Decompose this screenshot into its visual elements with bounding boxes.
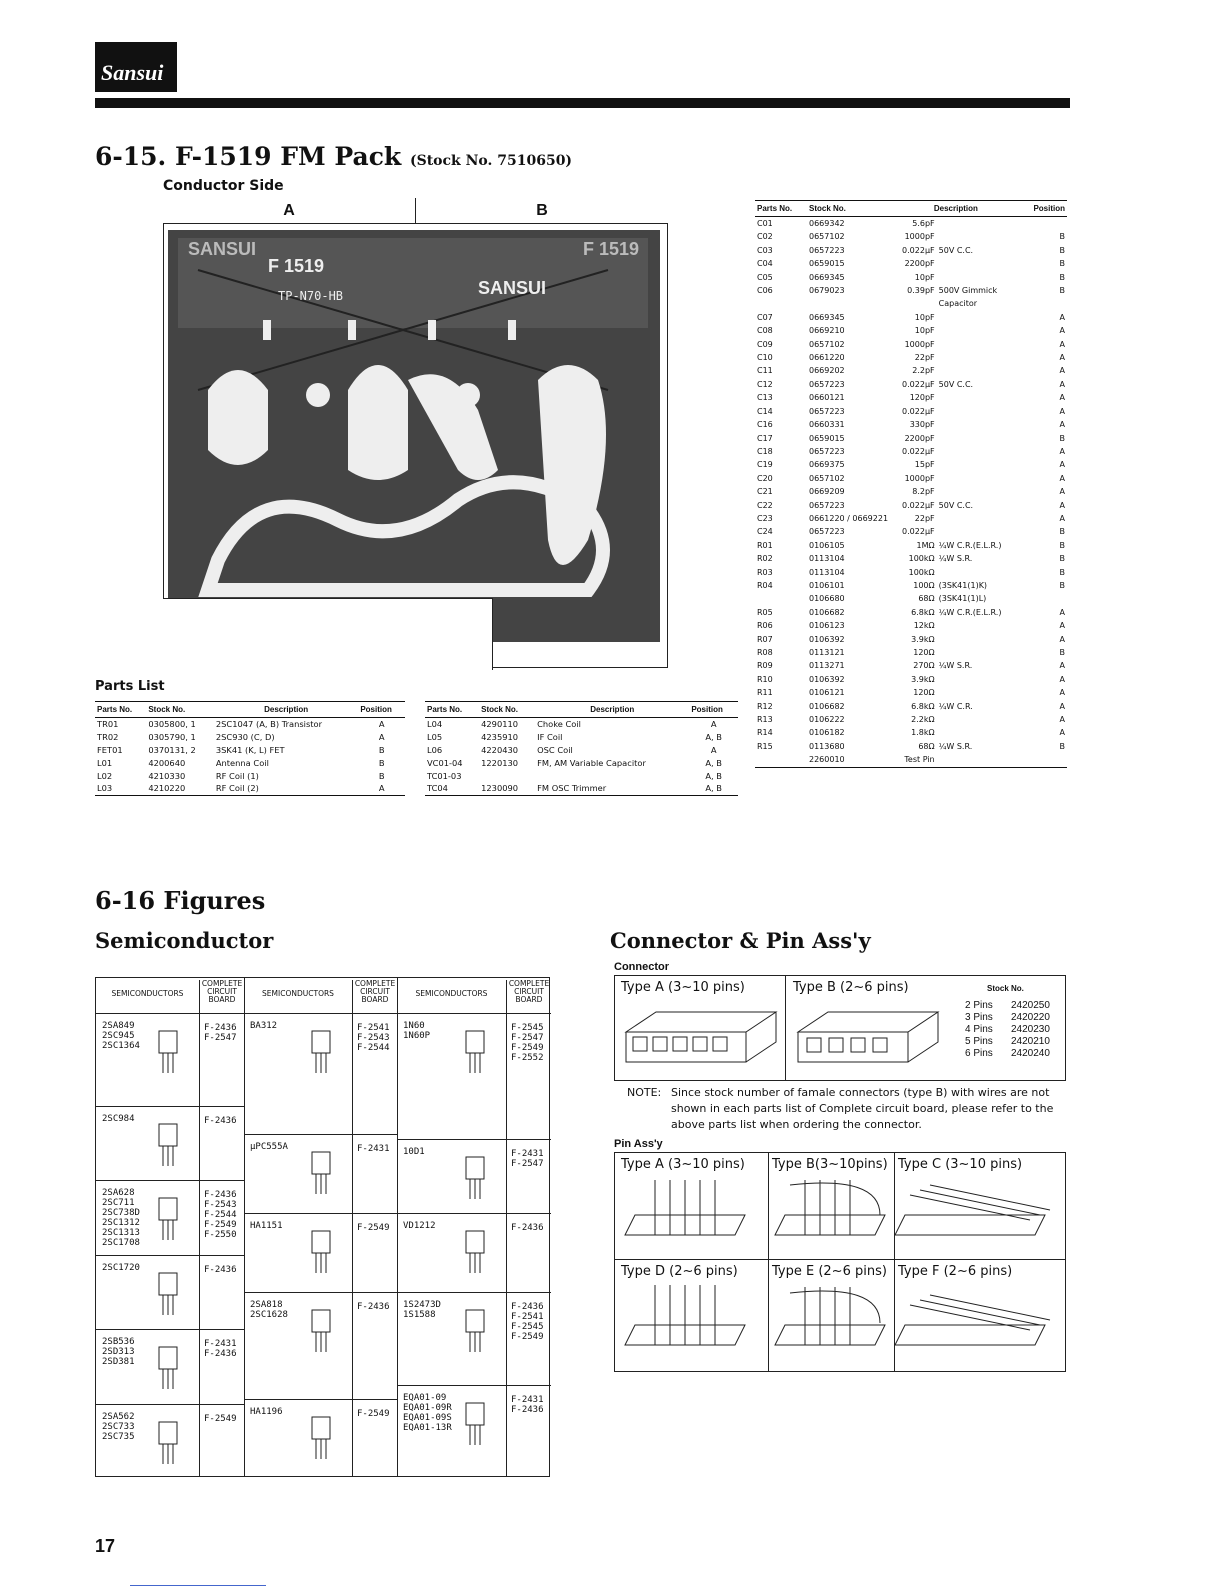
circuit-board-list: F-2436 F-2547: [204, 1023, 237, 1043]
parts-row: R04 0106101 100Ω (3SK41(1)K) B: [757, 580, 1065, 590]
component-icon: [149, 1269, 189, 1319]
circuit-board-list: F-2436 F-2543 F-2544 F-2549 F-2550: [204, 1190, 237, 1240]
pcb-label-f1519: F 1519: [268, 256, 325, 276]
component-icon: [456, 1227, 496, 1277]
header-rule: [95, 98, 1070, 108]
parts-row: C19 0669375 15pF A: [757, 460, 1065, 470]
semiconductor-name: 2SC984: [102, 1114, 135, 1124]
pin-type-e: Type E (2~6 pins): [772, 1264, 887, 1279]
component-icon: [302, 1148, 342, 1198]
parts-row: TR01 0305800, 1 2SC1047 (A, B) Transistor A: [97, 719, 385, 730]
semiconductor-name: HA1196: [250, 1407, 283, 1417]
component-icon: [456, 1027, 496, 1077]
parts-row: Capacitor: [938, 299, 978, 309]
parts-row: C22 0657223 0.022μF 50V C.C. A: [757, 500, 1065, 510]
semi-header-board: COMPLETE CIRCUIT BOARD: [352, 980, 397, 1013]
parts-row: C09 0657102 1000pF A: [757, 339, 1065, 349]
component-icon: [456, 1399, 496, 1449]
component-icon: [302, 1413, 342, 1463]
pin-type-b: Type B(3~10pins): [772, 1157, 888, 1172]
parts-row: R02 0113104 100kΩ ¼W S.R. B: [757, 554, 1065, 564]
pin-type-a: Type A (3~10 pins): [621, 1157, 745, 1172]
parts-table-capacitors-resistors: Parts No. Stock No. Description Position C01 0669342 5.6pF C02 0657102 1000pF B C03 0657223 0.022μF 50V C.C. B C04 0659015 2200pF B C05 0669345 10pF B C06 0679023 0.39pF 500V Gimmick B Capacitor C07 0669345 10pF A C08 0669210 10pF A C09 0657102 1000pF A C10 0661220 22pF A C11 0669202 2.2pF A C12 0657223 0.022μF 50V C.C. A C13 0660121 120pF A C14 0657223 0.022μF A C16 0660331 330pF A C17 0659015 2200pF B C18 0657223 0.022μF A C19 0669375 15pF A C20 0657102 1000pF A C21 0669209 8.2pF A C22 0657223 0.022μF 50V C.C. A C23 0661220 / 0669221 22pF A C24 0657223 0.022μF B R01 0106105 1MΩ ¼W C.R.(E.L.R.) B R02 0113104 100kΩ ¼W S.R. B R03 0113104 100kΩ B R04 0106101 100Ω (3SK41(1)K) B 0106680 68Ω (3SK41(1)L) R05 0106682 6.8kΩ ¼W C.R.(E.L.R.) A R06 0106123 12kΩ A R07 0106392 3.9kΩ A R08 0113121 120Ω B R09 0113271 270Ω ¼W S.R. A R10 0106392 3.9kΩ A R11 0106121 120Ω A R12 0106682 6.8kΩ ¼W C.R. A R13 0106222 2.2kΩ A R14 0106182 1.8kΩ A R15 0113680 68Ω ¼W S.R. B 2260010 Test Pin: [755, 200, 1067, 768]
connector-title: Connector & Pin Ass'y: [610, 928, 871, 953]
component-icon: [302, 1306, 342, 1356]
circuit-board-list: F-2431: [357, 1144, 390, 1154]
semiconductor-name: 2SA818 2SC1628: [250, 1300, 288, 1320]
parts-row: VC01-04 1220130 FM, AM Variable Capacitor A, B: [427, 757, 722, 768]
note-text: Since stock number of famale connectors (type B) with wires are not shown in each parts list of Complete circuit board, please refer to the above parts list when ordering the connector.: [671, 1086, 1054, 1131]
parts-row: L02 4210330 RF Coil (1) B: [97, 770, 385, 781]
pin-assy-figure: [614, 1152, 1066, 1372]
stock-no-header: Stock No.: [987, 984, 1024, 993]
parts-list-title: Parts List: [95, 679, 165, 694]
semiconductor-name: 1S2473D 1S1588: [403, 1300, 441, 1320]
parts-row: C01 0669342 5.6pF: [757, 219, 935, 228]
circuit-board-list: F-2436: [204, 1265, 237, 1275]
pin-drawings: [615, 1175, 1067, 1371]
parts-row: TR02 0305790, 1 2SC930 (C, D) A: [97, 732, 385, 743]
circuit-board-list: F-2436: [357, 1302, 390, 1312]
figures-title: 6-16 Figures: [95, 886, 266, 915]
component-icon: [456, 1153, 496, 1203]
conductor-side-label: Conductor Side: [163, 178, 284, 194]
connector-label: Connector: [614, 961, 669, 973]
parts-row: R05 0106682 6.8kΩ ¼W C.R.(E.L.R.) A: [757, 607, 1065, 617]
parts-row: C06 0679023 0.39pF 500V Gimmick B: [757, 286, 1065, 296]
parts-row: C10 0661220 22pF A: [757, 353, 1065, 363]
semiconductor-name: HA1151: [250, 1221, 283, 1231]
pin-stock-row: 4 Pins 2420230: [965, 1024, 1050, 1035]
semiconductor-name: 2SA562 2SC733 2SC735: [102, 1412, 135, 1442]
parts-row: C05 0669345 10pF B: [757, 272, 1065, 282]
parts-table-mid: Parts No. Stock No. Description Position L04 4290110 Choke Coil A L05 4235910 IF Coil A, B L06 4220430 OSC Coil A VC01-04 1220130 FM, AM Variable Capacitor A, B TC01-03 A, B TC04 1230090 FM OSC Trimmer A, B: [425, 701, 738, 796]
pcb-image: [168, 230, 660, 642]
parts-row: L06 4220430 OSC Coil A: [427, 744, 717, 755]
semiconductor-name: 2SB536 2SD313 2SD381: [102, 1337, 135, 1367]
circuit-board-list: F-2545 F-2547 F-2549 F-2552: [511, 1023, 544, 1063]
parts-row: C21 0669209 8.2pF A: [757, 487, 1065, 497]
semiconductor-name: 2SA849 2SC945 2SC1364: [102, 1021, 140, 1051]
board-col-a: A: [163, 198, 416, 223]
semiconductor-name: 10D1: [403, 1147, 425, 1157]
board-notch: [163, 598, 493, 670]
circuit-board-list: F-2549: [204, 1414, 237, 1424]
pin-stock-row: 2 Pins 2420250: [965, 1000, 1050, 1011]
parts-row: R06 0106123 12kΩ A: [757, 621, 1065, 631]
pin-assy-label: Pin Ass'y: [614, 1138, 663, 1150]
parts-row: C08 0669210 10pF A: [757, 326, 1065, 336]
circuit-board-list: F-2436: [204, 1116, 237, 1126]
pcb-label-sansui: SANSUI: [188, 239, 257, 259]
semi-header-board: COMPLETE CIRCUIT BOARD: [506, 980, 551, 1013]
parts-row: 0106680 68Ω (3SK41(1)L): [809, 594, 987, 604]
pin-stock-row: 3 Pins 2420220: [965, 1012, 1050, 1023]
parts-row: R11 0106121 120Ω A: [757, 688, 1065, 698]
stock-number: (Stock No. 7510650): [409, 153, 573, 169]
pcb-label-tp: TP-N70-HB: [278, 289, 344, 303]
parts-row: R10 0106392 3.9kΩ A: [757, 674, 1065, 684]
parts-row: C12 0657223 0.022μF 50V C.C. A: [757, 379, 1065, 389]
parts-row: L05 4235910 IF Coil A, B: [427, 732, 722, 743]
parts-row: C07 0669345 10pF A: [757, 312, 1065, 322]
semiconductor-name: μPC555A: [250, 1142, 288, 1152]
note-label: NOTE:: [627, 1086, 662, 1099]
parts-row: R12 0106682 6.8kΩ ¼W C.R. A: [757, 701, 1065, 711]
circuit-board-list: F-2549: [357, 1223, 390, 1233]
semiconductor-name: 2SA628 2SC711 2SC738D 2SC1312 2SC1313 2SC1708: [102, 1188, 140, 1248]
parts-row: TC01-03 A, B: [427, 770, 722, 781]
semiconductor-title: Semiconductor: [95, 928, 274, 953]
page-number: 17: [95, 1536, 116, 1556]
parts-row: 2260010 Test Pin: [755, 753, 1067, 767]
semi-header-name: SEMICONDUCTORS: [415, 989, 488, 998]
component-icon: [149, 1343, 189, 1393]
pin-type-d: Type D (2~6 pins): [621, 1264, 738, 1279]
parts-row: C03 0657223 0.022μF 50V C.C. B: [757, 245, 1065, 255]
semi-header-name: SEMICONDUCTORS: [111, 989, 184, 998]
component-icon: [302, 1027, 342, 1077]
parts-row: R03 0113104 100kΩ B: [757, 567, 1065, 577]
connector-type-b: Type B (2~6 pins): [793, 980, 909, 995]
component-icon: [149, 1027, 189, 1077]
semiconductor-name: 2SC1720: [102, 1263, 140, 1273]
circuit-board-list: F-2436 F-2541 F-2545 F-2549: [511, 1302, 544, 1342]
parts-row: L04 4290110 Choke Coil A: [427, 719, 717, 730]
parts-row: R14 0106182 1.8kΩ A: [757, 728, 1065, 738]
parts-table-left: Parts No. Stock No. Description Position TR01 0305800, 1 2SC1047 (A, B) Transistor A TR02 0305790, 1 2SC930 (C, D) A FET01 0370131, 2 3SK41 (K, L) FET B L01 4200640 Antenna Coil B L02 4210330 RF Coil (1) B L03 4210220 RF Coil (2) A: [95, 701, 405, 796]
parts-row: C23 0661220 / 0669221 22pF A: [757, 513, 1065, 523]
parts-row: C02 0657102 1000pF B: [757, 232, 1065, 242]
circuit-board-list: F-2431 F-2547: [511, 1149, 544, 1169]
parts-row: R15 0113680 68Ω ¼W S.R. B: [757, 741, 1065, 751]
pin-stock-row: 5 Pins 2420210: [965, 1036, 1050, 1047]
semiconductor-table: [95, 977, 550, 1477]
parts-row: R07 0106392 3.9kΩ A: [757, 634, 1065, 644]
parts-row: C24 0657223 0.022μF B: [757, 527, 1065, 537]
connector-figure: [614, 975, 1066, 1081]
connector-type-a: Type A (3~10 pins): [621, 980, 745, 995]
circuit-board-list: F-2541 F-2543 F-2544: [357, 1023, 390, 1053]
connector-b-drawing: [793, 1002, 953, 1072]
semiconductor-name: BA312: [250, 1021, 278, 1031]
sansui-logo: Sansui: [95, 42, 177, 92]
circuit-board-list: F-2431 F-2436: [204, 1339, 237, 1359]
parts-row: C14 0657223 0.022μF A: [757, 406, 1065, 416]
semiconductor-name: EQA01-09 EQA01-09R EQA01-09S EQA01-13R: [403, 1393, 452, 1433]
parts-row: C04 0659015 2200pF B: [757, 259, 1065, 269]
pcb-label-f1519-2: F 1519: [583, 239, 640, 259]
parts-row: L03 4210220 RF Coil (2) A: [95, 782, 405, 795]
parts-row: R13 0106222 2.2kΩ A: [757, 715, 1065, 725]
pin-stock-row: 6 Pins 2420240: [965, 1048, 1050, 1059]
parts-row: C11 0669202 2.2pF A: [757, 366, 1065, 376]
circuit-board-list: F-2549: [357, 1409, 390, 1419]
connector-a-drawing: [621, 1002, 781, 1072]
component-icon: [149, 1120, 189, 1170]
parts-row: C16 0660331 330pF A: [757, 420, 1065, 430]
parts-row: C13 0660121 120pF A: [757, 393, 1065, 403]
component-icon: [302, 1227, 342, 1277]
parts-row: R09 0113271 270Ω ¼W S.R. A: [757, 661, 1065, 671]
pin-type-f: Type F (2~6 pins): [898, 1264, 1013, 1279]
section-title: 6-15. F-1519 FM Pack (Stock No. 7510650): [95, 142, 573, 171]
component-icon: [149, 1194, 189, 1244]
parts-row: C20 0657102 1000pF A: [757, 473, 1065, 483]
parts-row: R08 0113121 120Ω B: [757, 648, 1065, 657]
semi-header-board: COMPLETE CIRCUIT BOARD: [199, 980, 244, 1013]
component-icon: [149, 1418, 189, 1468]
parts-row: FET01 0370131, 2 3SK41 (K, L) FET B: [97, 744, 385, 755]
semiconductor-name: 1N60 1N60P: [403, 1021, 431, 1041]
parts-row: R01 0106105 1MΩ ¼W C.R.(E.L.R.) B: [757, 540, 1065, 550]
parts-row: C17 0659015 2200pF B: [757, 433, 1065, 443]
parts-row: C18 0657223 0.022μF A: [757, 446, 1065, 456]
component-icon: [456, 1306, 496, 1356]
circuit-board-list: F-2431 F-2436: [511, 1395, 544, 1415]
parts-row: TC04 1230090 FM OSC Trimmer A, B: [425, 782, 738, 795]
pcb-label-sansui-2: SANSUI: [478, 278, 547, 298]
parts-row: L01 4200640 Antenna Coil B: [97, 757, 385, 768]
pin-type-c: Type C (3~10 pins): [898, 1157, 1023, 1172]
semiconductor-name: VD1212: [403, 1221, 436, 1231]
circuit-board-list: F-2436: [511, 1223, 544, 1233]
semi-header-name: SEMICONDUCTORS: [262, 989, 334, 998]
board-col-b: B: [536, 202, 548, 219]
